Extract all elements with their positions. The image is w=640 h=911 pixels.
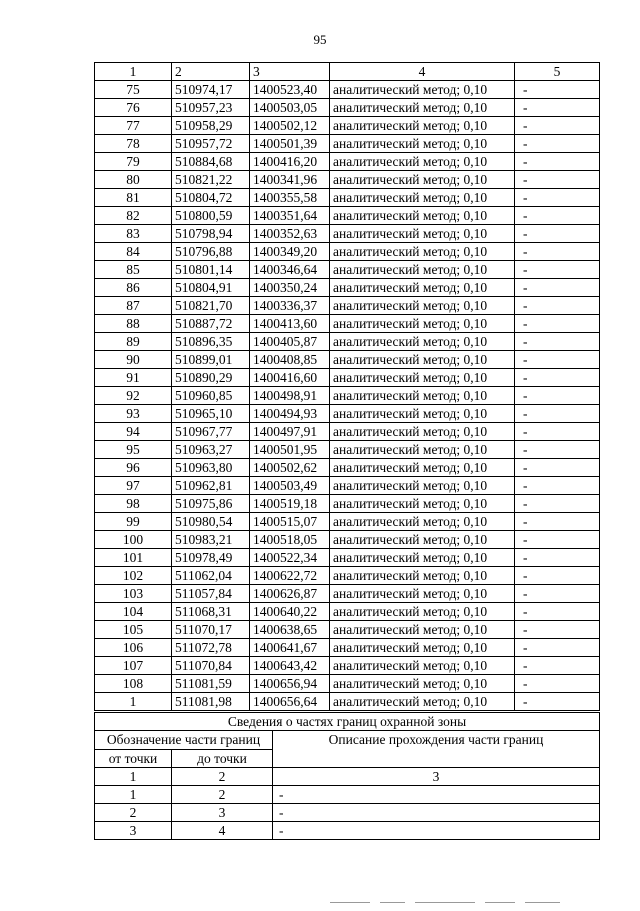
coordinates-table-body (95, 81, 600, 711)
point-number-cell: 83 (95, 225, 172, 243)
y-coordinate-cell: 1400408,85 (250, 351, 330, 369)
method-cell: аналитический метод; 0,10 (330, 117, 515, 135)
description-cell: - (515, 369, 600, 387)
point-number-cell: 76 (95, 99, 172, 117)
table-row (95, 621, 600, 639)
description-cell: - (515, 459, 600, 477)
description-cell: - (515, 189, 600, 207)
y-coordinate-cell: 1400494,93 (250, 405, 330, 423)
x-coordinate-cell: 510796,88 (172, 243, 250, 261)
description-cell: - (515, 513, 600, 531)
method-cell: аналитический метод; 0,10 (330, 261, 515, 279)
to-point-header: до точки (172, 749, 273, 768)
table-row (95, 585, 600, 603)
x-coordinate-cell: 510896,35 (172, 333, 250, 351)
method-cell: аналитический метод; 0,10 (330, 315, 515, 333)
table-row (95, 135, 600, 153)
point-number-cell: 86 (95, 279, 172, 297)
y-coordinate-cell: 1400641,67 (250, 639, 330, 657)
method-cell: аналитический метод; 0,10 (330, 81, 515, 99)
header-cell: 5 (515, 63, 600, 81)
table-row (95, 531, 600, 549)
point-number-cell: 95 (95, 441, 172, 459)
from-point-cell: 1 (95, 786, 172, 804)
y-coordinate-cell: 1400351,64 (250, 207, 330, 225)
to-point-cell: 4 (172, 822, 273, 840)
table-row (95, 786, 600, 804)
table-row (95, 657, 600, 675)
column-number: 3 (273, 768, 600, 786)
method-cell: аналитический метод; 0,10 (330, 549, 515, 567)
y-coordinate-cell: 1400503,05 (250, 99, 330, 117)
table-row (95, 315, 600, 333)
table-row (95, 207, 600, 225)
method-cell: аналитический метод; 0,10 (330, 135, 515, 153)
table-row (95, 189, 600, 207)
x-coordinate-cell: 510884,68 (172, 153, 250, 171)
description-cell: - (515, 81, 600, 99)
table-row (95, 423, 600, 441)
header-cell: 3 (250, 63, 330, 81)
x-coordinate-cell: 510962,81 (172, 477, 250, 495)
description-cell: - (273, 786, 600, 804)
table-row (95, 693, 600, 711)
table-row (95, 387, 600, 405)
description-cell: - (515, 135, 600, 153)
method-cell: аналитический метод; 0,10 (330, 657, 515, 675)
x-coordinate-cell: 510960,85 (172, 387, 250, 405)
y-coordinate-cell: 1400626,87 (250, 585, 330, 603)
point-number-cell: 82 (95, 207, 172, 225)
x-coordinate-cell: 510887,72 (172, 315, 250, 333)
x-coordinate-cell: 510965,10 (172, 405, 250, 423)
table-row (95, 261, 600, 279)
x-coordinate-cell: 511070,84 (172, 657, 250, 675)
point-number-cell: 106 (95, 639, 172, 657)
x-coordinate-cell: 510957,23 (172, 99, 250, 117)
point-number-cell: 1 (95, 693, 172, 711)
method-cell: аналитический метод; 0,10 (330, 675, 515, 693)
description-cell: - (515, 693, 600, 711)
table-row (95, 639, 600, 657)
y-coordinate-cell: 1400643,42 (250, 657, 330, 675)
method-cell: аналитический метод; 0,10 (330, 603, 515, 621)
y-coordinate-cell: 1400515,07 (250, 513, 330, 531)
table-row (95, 405, 600, 423)
point-number-cell: 90 (95, 351, 172, 369)
description-cell: - (273, 822, 600, 840)
y-coordinate-cell: 1400405,87 (250, 333, 330, 351)
table-row (95, 369, 600, 387)
y-coordinate-cell: 1400413,60 (250, 315, 330, 333)
y-coordinate-cell: 1400498,91 (250, 387, 330, 405)
table-row (95, 351, 600, 369)
description-cell: - (515, 243, 600, 261)
point-number-cell: 92 (95, 387, 172, 405)
method-cell: аналитический метод; 0,10 (330, 279, 515, 297)
point-number-cell: 105 (95, 621, 172, 639)
x-coordinate-cell: 510798,94 (172, 225, 250, 243)
y-coordinate-cell: 1400416,20 (250, 153, 330, 171)
point-number-cell: 99 (95, 513, 172, 531)
x-coordinate-cell: 510958,29 (172, 117, 250, 135)
method-cell: аналитический метод; 0,10 (330, 387, 515, 405)
description-cell: - (515, 117, 600, 135)
description-cell: - (515, 153, 600, 171)
description-cell: - (515, 171, 600, 189)
y-coordinate-cell: 1400336,37 (250, 297, 330, 315)
x-coordinate-cell: 510800,59 (172, 207, 250, 225)
description-cell: - (515, 207, 600, 225)
point-number-cell: 78 (95, 135, 172, 153)
description-cell: - (273, 804, 600, 822)
x-coordinate-cell: 510899,01 (172, 351, 250, 369)
table-header-row (95, 63, 600, 81)
description-cell: - (515, 531, 600, 549)
x-coordinate-cell: 510967,77 (172, 423, 250, 441)
description-cell: - (515, 495, 600, 513)
point-number-cell: 77 (95, 117, 172, 135)
table-row (95, 171, 600, 189)
table-row (95, 99, 600, 117)
y-coordinate-cell: 1400622,72 (250, 567, 330, 585)
y-coordinate-cell: 1400497,91 (250, 423, 330, 441)
x-coordinate-cell: 511057,84 (172, 585, 250, 603)
method-cell: аналитический метод; 0,10 (330, 207, 515, 225)
point-number-cell: 85 (95, 261, 172, 279)
method-cell: аналитический метод; 0,10 (330, 423, 515, 441)
description-cell: - (515, 585, 600, 603)
x-coordinate-cell: 510804,91 (172, 279, 250, 297)
x-coordinate-cell: 510804,72 (172, 189, 250, 207)
method-cell: аналитический метод; 0,10 (330, 567, 515, 585)
boundary-parts-title: Сведения о частях границ охранной зоны (95, 713, 600, 731)
method-cell: аналитический метод; 0,10 (330, 639, 515, 657)
method-cell: аналитический метод; 0,10 (330, 153, 515, 171)
point-number-cell: 100 (95, 531, 172, 549)
x-coordinate-cell: 511081,59 (172, 675, 250, 693)
from-point-cell: 3 (95, 822, 172, 840)
point-number-cell: 107 (95, 657, 172, 675)
boundary-parts-table (94, 712, 600, 840)
point-number-cell: 97 (95, 477, 172, 495)
page-number: 95 (313, 32, 327, 47)
x-coordinate-cell: 511070,17 (172, 621, 250, 639)
boundary-parts-body (95, 786, 600, 840)
to-point-cell: 3 (172, 804, 273, 822)
table-row (95, 513, 600, 531)
point-number-cell: 103 (95, 585, 172, 603)
x-coordinate-cell: 511062,04 (172, 567, 250, 585)
description-cell: - (515, 315, 600, 333)
point-number-cell: 93 (95, 405, 172, 423)
table-row (95, 477, 600, 495)
point-number-cell: 79 (95, 153, 172, 171)
y-coordinate-cell: 1400638,65 (250, 621, 330, 639)
point-number-cell: 108 (95, 675, 172, 693)
from-point-cell: 2 (95, 804, 172, 822)
y-coordinate-cell: 1400656,94 (250, 675, 330, 693)
x-coordinate-cell: 511072,78 (172, 639, 250, 657)
point-number-cell: 101 (95, 549, 172, 567)
method-cell: аналитический метод; 0,10 (330, 189, 515, 207)
description-cell: - (515, 297, 600, 315)
point-number-cell: 94 (95, 423, 172, 441)
table-row (95, 804, 600, 822)
method-cell: аналитический метод; 0,10 (330, 333, 515, 351)
point-number-cell: 96 (95, 459, 172, 477)
x-coordinate-cell: 510974,17 (172, 81, 250, 99)
x-coordinate-cell: 510980,54 (172, 513, 250, 531)
point-number-cell: 104 (95, 603, 172, 621)
table-row (95, 117, 600, 135)
method-cell: аналитический метод; 0,10 (330, 405, 515, 423)
description-cell: - (515, 477, 600, 495)
table-row (95, 279, 600, 297)
method-cell: аналитический метод; 0,10 (330, 441, 515, 459)
point-number-cell: 102 (95, 567, 172, 585)
x-coordinate-cell: 510975,86 (172, 495, 250, 513)
column-number: 2 (172, 768, 273, 786)
table-row (95, 495, 600, 513)
table-row (95, 333, 600, 351)
y-coordinate-cell: 1400518,05 (250, 531, 330, 549)
method-cell: аналитический метод; 0,10 (330, 585, 515, 603)
description-cell: - (515, 549, 600, 567)
header-cell: 1 (95, 63, 172, 81)
method-cell: аналитический метод; 0,10 (330, 513, 515, 531)
coordinates-table (94, 62, 600, 711)
description-cell: - (515, 279, 600, 297)
method-cell: аналитический метод; 0,10 (330, 621, 515, 639)
point-number-cell: 98 (95, 495, 172, 513)
y-coordinate-cell: 1400349,20 (250, 243, 330, 261)
y-coordinate-cell: 1400502,12 (250, 117, 330, 135)
table-row (95, 459, 600, 477)
point-number-cell: 89 (95, 333, 172, 351)
point-number-cell: 88 (95, 315, 172, 333)
from-point-header: от точки (95, 749, 172, 768)
description-cell: - (515, 405, 600, 423)
x-coordinate-cell: 510963,80 (172, 459, 250, 477)
table-row (95, 567, 600, 585)
x-coordinate-cell: 511081,98 (172, 693, 250, 711)
scan-artifact (330, 893, 610, 899)
y-coordinate-cell: 1400416,60 (250, 369, 330, 387)
method-cell: аналитический метод; 0,10 (330, 477, 515, 495)
table-row (95, 243, 600, 261)
description-cell: - (515, 99, 600, 117)
y-coordinate-cell: 1400656,64 (250, 693, 330, 711)
description-cell: - (515, 621, 600, 639)
description-cell: - (515, 441, 600, 459)
table-row (95, 675, 600, 693)
x-coordinate-cell: 510983,21 (172, 531, 250, 549)
method-cell: аналитический метод; 0,10 (330, 225, 515, 243)
description-cell: - (515, 567, 600, 585)
description-cell: - (515, 387, 600, 405)
description-cell: - (515, 657, 600, 675)
description-cell: - (515, 639, 600, 657)
y-coordinate-cell: 1400355,58 (250, 189, 330, 207)
description-cell: - (515, 225, 600, 243)
y-coordinate-cell: 1400346,64 (250, 261, 330, 279)
y-coordinate-cell: 1400640,22 (250, 603, 330, 621)
point-number-cell: 84 (95, 243, 172, 261)
description-cell: - (515, 675, 600, 693)
description-cell: - (515, 351, 600, 369)
method-cell: аналитический метод; 0,10 (330, 369, 515, 387)
boundary-description-header: Описание прохождения части границ (273, 731, 600, 768)
method-cell: аналитический метод; 0,10 (330, 297, 515, 315)
method-cell: аналитический метод; 0,10 (330, 243, 515, 261)
method-cell: аналитический метод; 0,10 (330, 171, 515, 189)
point-number-cell: 80 (95, 171, 172, 189)
y-coordinate-cell: 1400501,95 (250, 441, 330, 459)
point-number-cell: 81 (95, 189, 172, 207)
table-row (95, 153, 600, 171)
table-row (95, 549, 600, 567)
description-cell: - (515, 603, 600, 621)
table-row (95, 297, 600, 315)
point-number-cell: 75 (95, 81, 172, 99)
header-cell: 4 (330, 63, 515, 81)
y-coordinate-cell: 1400502,62 (250, 459, 330, 477)
column-number: 1 (95, 768, 172, 786)
method-cell: аналитический метод; 0,10 (330, 99, 515, 117)
table-row (95, 441, 600, 459)
table-row (95, 225, 600, 243)
y-coordinate-cell: 1400522,34 (250, 549, 330, 567)
description-cell: - (515, 423, 600, 441)
table-row (95, 822, 600, 840)
x-coordinate-cell: 510978,49 (172, 549, 250, 567)
point-number-cell: 87 (95, 297, 172, 315)
y-coordinate-cell: 1400519,18 (250, 495, 330, 513)
y-coordinate-cell: 1400501,39 (250, 135, 330, 153)
x-coordinate-cell: 510890,29 (172, 369, 250, 387)
x-coordinate-cell: 510821,22 (172, 171, 250, 189)
table-row (95, 603, 600, 621)
description-cell: - (515, 261, 600, 279)
y-coordinate-cell: 1400503,49 (250, 477, 330, 495)
method-cell: аналитический метод; 0,10 (330, 693, 515, 711)
x-coordinate-cell: 510963,27 (172, 441, 250, 459)
header-cell: 2 (172, 63, 250, 81)
y-coordinate-cell: 1400523,40 (250, 81, 330, 99)
description-cell: - (515, 333, 600, 351)
x-coordinate-cell: 510821,70 (172, 297, 250, 315)
method-cell: аналитический метод; 0,10 (330, 531, 515, 549)
x-coordinate-cell: 511068,31 (172, 603, 250, 621)
point-number-cell: 91 (95, 369, 172, 387)
table-row (95, 81, 600, 99)
boundary-part-designation-header: Обозначение части границ (95, 731, 273, 750)
y-coordinate-cell: 1400341,96 (250, 171, 330, 189)
method-cell: аналитический метод; 0,10 (330, 495, 515, 513)
x-coordinate-cell: 510801,14 (172, 261, 250, 279)
method-cell: аналитический метод; 0,10 (330, 351, 515, 369)
to-point-cell: 2 (172, 786, 273, 804)
y-coordinate-cell: 1400352,63 (250, 225, 330, 243)
method-cell: аналитический метод; 0,10 (330, 459, 515, 477)
x-coordinate-cell: 510957,72 (172, 135, 250, 153)
y-coordinate-cell: 1400350,24 (250, 279, 330, 297)
